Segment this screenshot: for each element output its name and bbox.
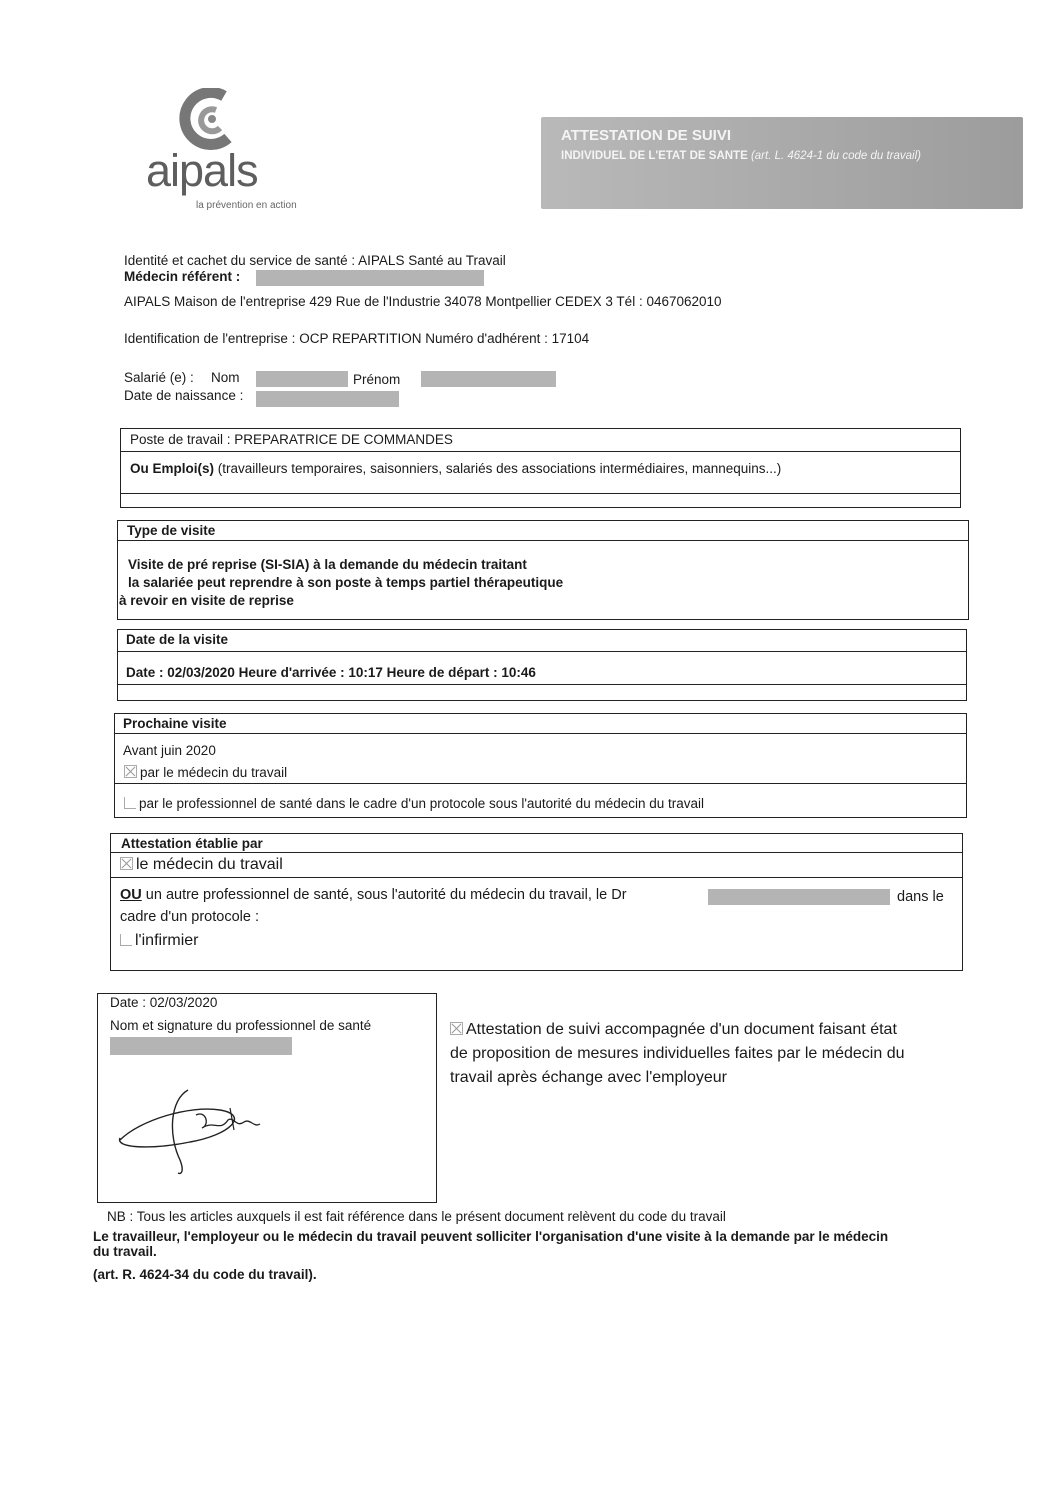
visite-date-line: Date : 02/03/2020 Heure d'arrivée : 10:17 Heure de départ : 10:46	[126, 665, 536, 680]
service-identity-label: Identité et cachet du service de santé :	[124, 253, 356, 268]
service-address: AIPALS Maison de l'entreprise 429 Rue de l'Industrie 34078 Montpellier CEDEX 3 Tél : 0467062010	[124, 294, 722, 309]
accompagnee-line3: travail après échange avec l'employeur	[450, 1069, 727, 1086]
logo-tagline: la prévention en action	[196, 200, 297, 211]
attestation-divider-2	[110, 877, 963, 878]
birthdate-label: Date de naissance :	[124, 388, 244, 403]
banner-subtitle-ref: (art. L. 4624-1 du code du travail)	[750, 150, 921, 162]
logo	[138, 88, 338, 218]
prochaine-option1-label: par le médecin du travail	[140, 765, 288, 780]
checkbox-unchecked-icon[interactable]	[120, 934, 132, 946]
checkbox-unchecked-icon[interactable]	[124, 797, 136, 809]
banner-title: ATTESTATION DE SUIVI	[561, 127, 732, 144]
handwritten-signature-icon	[110, 1080, 280, 1180]
redacted-birthdate	[256, 391, 399, 407]
footer-line3: du travail.	[93, 1244, 157, 1259]
redacted-employee-firstname	[421, 371, 556, 387]
attestation-ou: OU	[120, 887, 142, 903]
accompagnee-line1	[450, 1019, 897, 1041]
emploi-label: Ou Emploi(s)	[130, 461, 214, 476]
checkbox-checked-icon[interactable]	[120, 857, 133, 870]
visite-type-line2: la salariée peut reprendre à son poste à temps partiel thérapeutique	[128, 575, 564, 590]
prochaine-option2-label: par le professionnel de santé dans le cadre d'un protocole sous l'autorité du médecin du travail	[139, 796, 705, 811]
company-identification	[124, 330, 589, 347]
redacted-employee-name	[256, 371, 348, 387]
prochaine-divider	[114, 733, 967, 734]
visite-type-line3: à revoir en visite de reprise	[119, 593, 294, 608]
attestation-option2	[120, 931, 199, 951]
emploi-line	[130, 460, 781, 477]
emploi-text: (travailleurs temporaires, saisonniers, salariés des associations intermédiaires, mannequins...)	[217, 461, 782, 476]
visite-date-divider	[117, 651, 967, 652]
signature-date: Date : 02/03/2020	[110, 995, 218, 1010]
redacted-doctor-name	[256, 270, 484, 286]
aipals-logo-icon	[178, 88, 242, 152]
attestation-divider	[110, 852, 963, 853]
employee-firstname-label: Prénom	[353, 372, 401, 387]
prochaine-when: Avant juin 2020	[123, 743, 216, 758]
attestation-other	[120, 886, 627, 904]
doctor-label: Médecin référent :	[124, 269, 241, 284]
footer-line4: (art. R. 4624-34 du code du travail).	[93, 1267, 317, 1282]
checkbox-checked-icon[interactable]	[450, 1022, 463, 1035]
emploi-divider	[120, 493, 961, 494]
prochaine-header: Prochaine visite	[123, 716, 227, 731]
service-identity	[124, 252, 506, 269]
visite-type-line1: Visite de pré reprise (SI-SIA) à la demande du médecin traitant	[128, 557, 527, 572]
attestation-option1-label: le médecin du travail	[136, 856, 283, 873]
logo-wordmark: aipals	[146, 145, 258, 196]
footer-line2: Le travailleur, l'employeur ou le médecin du travail peuvent solliciter l'organisation d'une visite à la demande par le médecin	[93, 1229, 889, 1244]
visite-type-divider	[117, 540, 969, 541]
attestation-header: Attestation établie par	[121, 836, 263, 851]
signature-label: Nom et signature du professionnel de santé	[110, 1018, 372, 1033]
banner-subtitle	[561, 150, 921, 162]
attestation-other-text: un autre professionnel de santé, sous l'autorité du médecin du travail, le Dr	[145, 887, 627, 903]
employee-label: Salarié (e) :	[124, 370, 194, 385]
service-identity-value: AIPALS Santé au Travail	[358, 253, 506, 268]
redacted-other-doctor	[708, 889, 890, 905]
attestation-dans-le: dans le	[897, 889, 944, 905]
attestation-option2-label: l'infirmier	[135, 932, 199, 949]
title-banner	[541, 117, 1023, 209]
attestation-option1	[120, 855, 283, 875]
poste-header-divider	[120, 451, 961, 452]
company-label: Identification de l'entreprise :	[124, 331, 296, 346]
prochaine-option1	[124, 764, 287, 781]
redacted-professional-name	[110, 1037, 292, 1055]
visite-date-header: Date de la visite	[126, 632, 229, 647]
attestation-cadre: cadre d'un protocole :	[120, 909, 259, 925]
prochaine-option-divider	[114, 783, 967, 784]
company-value: OCP REPARTITION Numéro d'adhérent : 17104	[299, 331, 590, 346]
checkbox-checked-icon[interactable]	[124, 765, 137, 778]
poste-header: Poste de travail : PREPARATRICE DE COMMANDES	[130, 432, 453, 447]
footer-nb: NB : Tous les articles auxquels il est fait référence dans le présent document relèvent du code du travail	[107, 1209, 726, 1224]
visite-date-line-divider	[117, 684, 967, 685]
accompagnee-text-1: Attestation de suivi accompagnée d'un document faisant état	[466, 1021, 897, 1038]
prochaine-option2	[124, 795, 704, 812]
visite-type-header: Type de visite	[127, 523, 216, 538]
banner-subtitle-text: INDIVIDUEL DE L'ETAT DE SANTE	[561, 150, 748, 162]
employee-name-label: Nom	[211, 370, 240, 385]
accompagnee-line2: de proposition de mesures individuelles faites par le médecin du	[450, 1045, 905, 1062]
